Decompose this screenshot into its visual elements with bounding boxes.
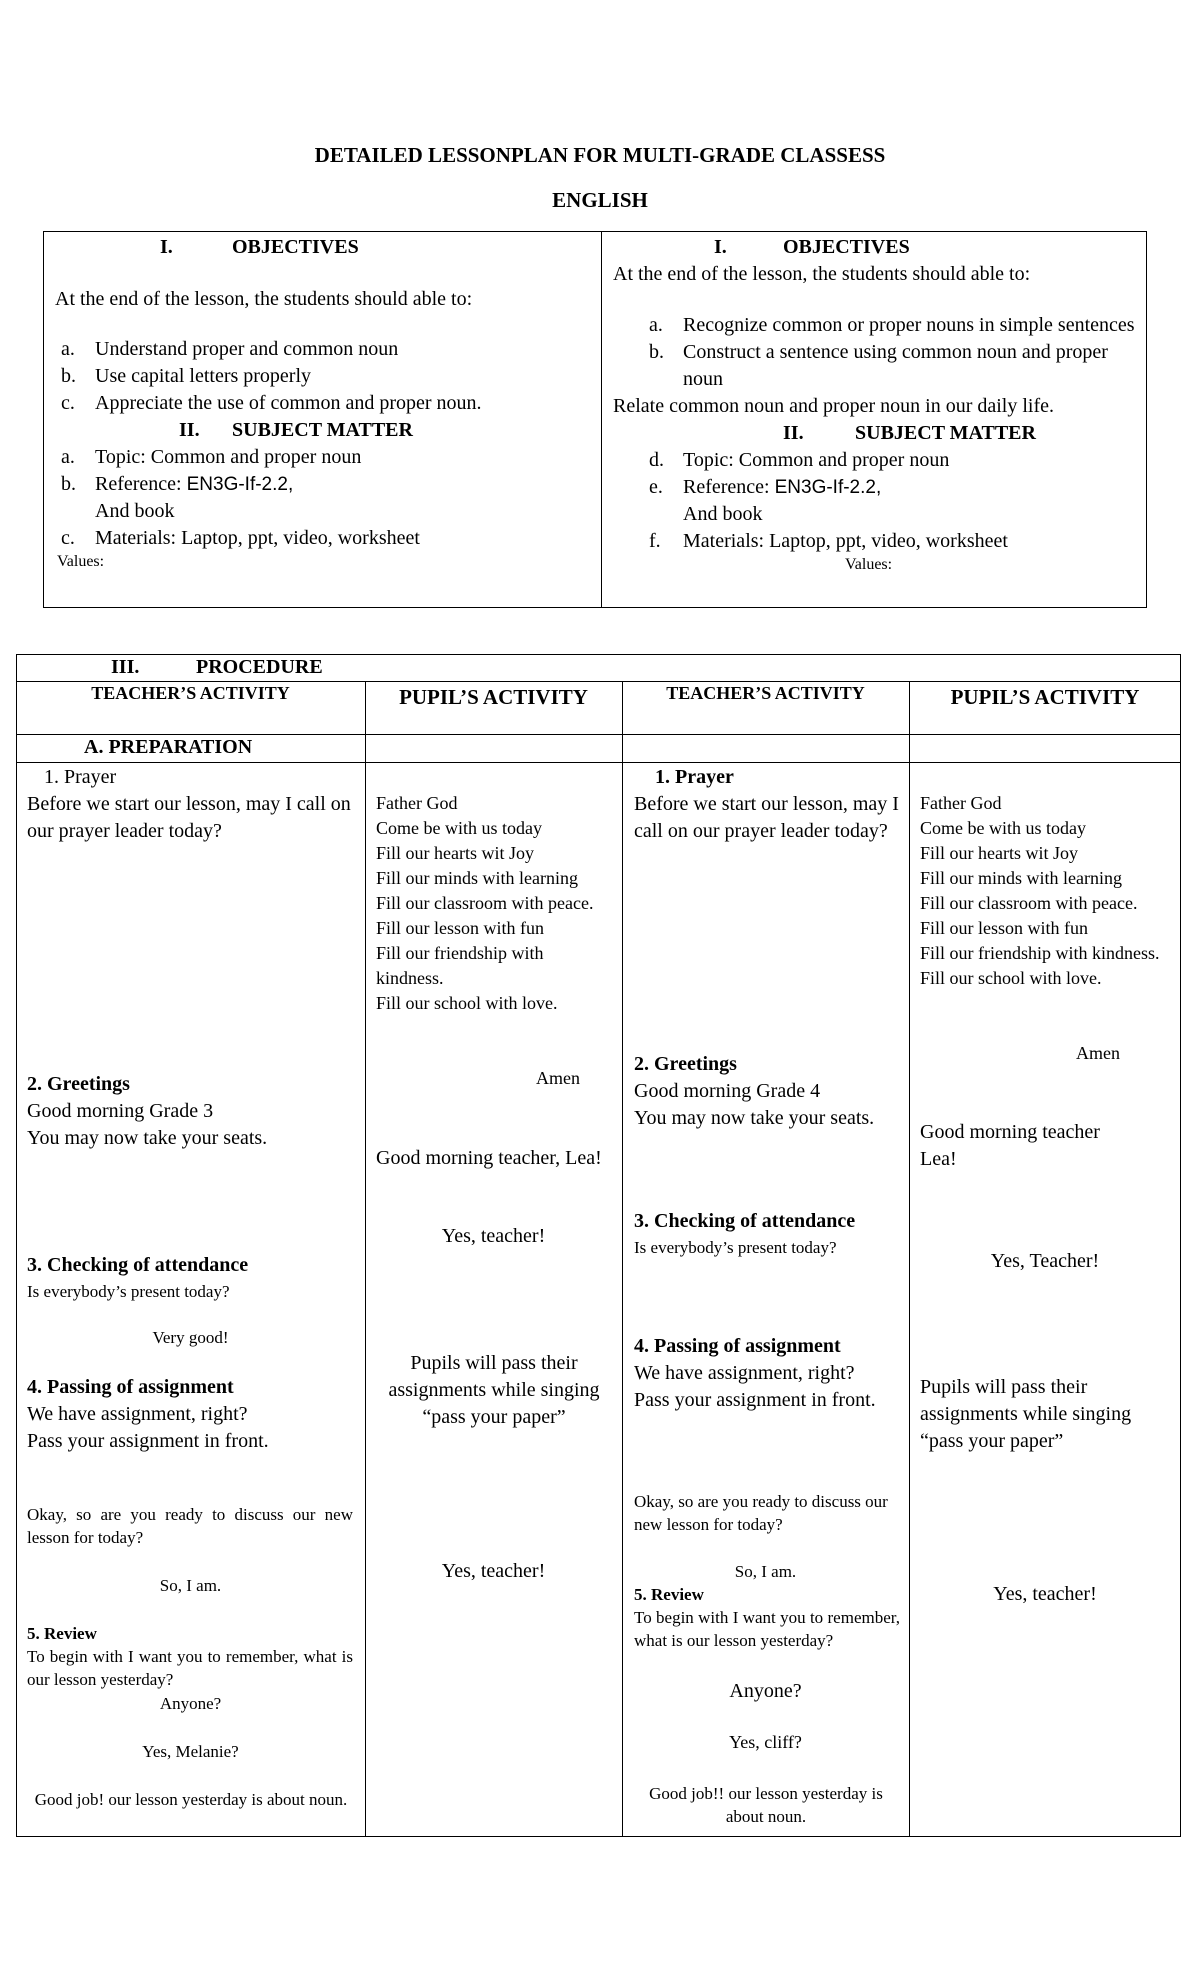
objectives-list <box>55 336 595 417</box>
objectives-right <box>613 234 1143 575</box>
passing-text: We have assignment, right? <box>27 1403 248 1425</box>
objectives-left <box>55 234 595 572</box>
list-item: c. Appreciate the use of common and proper noun. <box>61 392 482 414</box>
prayer-line: Fill our classroom with peace. <box>376 893 594 913</box>
list-item: b. Reference: EN3G-If-2.2, And book <box>61 473 294 522</box>
objectives-heading: I. OBJECTIVES <box>160 236 359 258</box>
subject-matter-list <box>613 447 1143 555</box>
prayer-line: Come be with us today <box>920 818 1086 838</box>
prayer-line: Fill our friendship with kindness. <box>376 943 544 988</box>
greetings-seats: You may now take your seats. <box>634 1107 875 1129</box>
yes-name-text: Yes, cliff? <box>729 1732 802 1752</box>
preparation-heading: A. PREPARATION <box>84 736 253 758</box>
greetings-seats: You may now take your seats. <box>27 1127 268 1149</box>
teacher-activity-header: TEACHER’S ACTIVITY <box>666 683 865 703</box>
yes-name-text: Yes, Melanie? <box>142 1742 239 1761</box>
teacher-activity-header: TEACHER’S ACTIVITY <box>91 683 290 703</box>
passing-heading: 4. Passing of assignment <box>634 1335 841 1357</box>
attendance-heading: 3. Checking of attendance <box>634 1210 856 1232</box>
prayer-line: Fill our school with love. <box>376 993 558 1013</box>
subject-matter-heading: II. SUBJECT MATTER <box>783 422 1036 444</box>
attendance-text: Is everybody’s present today? <box>27 1282 230 1301</box>
so-text: So, I am. <box>734 1562 797 1581</box>
prayer-line: Father God <box>376 793 458 813</box>
pupil-prayer <box>376 791 614 1016</box>
ready-reply: Yes, teacher! <box>441 1560 546 1582</box>
review-text: To begin with I want you to remember, what is our lesson yesterday? <box>634 1608 900 1650</box>
objectives-list <box>613 312 1143 393</box>
objectives-heading: I. OBJECTIVES <box>714 236 910 258</box>
objectives-relate: Relate common noun and proper noun in our daily life. <box>613 395 1055 417</box>
subject-matter-heading: II. SUBJECT MATTER <box>179 419 413 441</box>
so-text: So, I am. <box>159 1576 222 1595</box>
prayer-line: Fill our lesson with fun <box>920 918 1089 938</box>
values-label: Values: <box>57 553 105 570</box>
objectives-intro: At the end of the lesson, the students should able to: <box>55 288 473 310</box>
list-item: a. Understand proper and common noun <box>61 338 399 360</box>
amen-text: Amen <box>1076 1043 1120 1063</box>
subject-matter-list <box>55 444 595 552</box>
greetings-text: Good morning Grade 3 <box>27 1100 214 1122</box>
anyone-text: Anyone? <box>159 1694 222 1713</box>
pass-reply: Pupils will pass their assignments while singing “pass your paper” <box>388 1352 600 1428</box>
subject-title: ENGLISH <box>552 188 648 212</box>
prayer-line: Fill our minds with learning <box>920 868 1122 888</box>
attendance-reply: Yes, Teacher! <box>990 1250 1100 1272</box>
ready-text: Okay, so are you ready to discuss our new lesson for today? <box>634 1492 888 1534</box>
objectives-intro: At the end of the lesson, the students should able to: <box>613 263 1031 285</box>
list-item: d. Topic: Common and proper noun <box>649 449 950 471</box>
prayer-line: Fill our friendship with kindness. <box>920 943 1160 963</box>
greet-reply: Good morning teacher Lea! <box>920 1121 1100 1170</box>
prayer-line: Fill our school with love. <box>920 968 1102 988</box>
attendance-text: Is everybody’s present today? <box>634 1238 837 1257</box>
prayer-line: Come be with us today <box>376 818 542 838</box>
review-text: To begin with I want you to remember, what is our lesson yesterday? <box>27 1647 353 1689</box>
prayer-line: Fill our classroom with peace. <box>920 893 1138 913</box>
pupil-activity-header: PUPIL’S ACTIVITY <box>950 685 1140 709</box>
review-heading: 5. Review <box>27 1624 97 1643</box>
values-label: Values: <box>845 556 893 573</box>
greet-reply: Good morning teacher, Lea! <box>376 1147 602 1169</box>
greetings-heading: 2. Greetings <box>634 1053 737 1075</box>
ready-reply: Yes, teacher! <box>993 1583 1097 1605</box>
prayer-line: Father God <box>920 793 1002 813</box>
good-job-text: Good job! our lesson yesterday is about noun. <box>34 1790 348 1809</box>
passing-front: Pass your assignment in front. <box>27 1430 269 1452</box>
attendance-heading: 3. Checking of attendance <box>27 1254 249 1276</box>
attendance-reply: Yes, teacher! <box>441 1225 546 1247</box>
passing-front: Pass your assignment in front. <box>634 1389 876 1411</box>
ready-text: Okay, so are you ready to discuss our new lesson for today? <box>27 1505 353 1547</box>
prayer-text: Before we start our lesson, may I call on our prayer leader today? <box>27 793 351 842</box>
list-item: a. Recognize common or proper nouns in simple sentences <box>649 314 1135 336</box>
passing-heading: 4. Passing of assignment <box>27 1376 234 1398</box>
amen-text: Amen <box>536 1068 580 1088</box>
list-item: c. Materials: Laptop, ppt, video, worksheet <box>61 527 420 549</box>
prayer-heading: 1. Prayer <box>44 766 117 788</box>
prayer-heading: 1. Prayer <box>655 766 734 788</box>
prayer-line: Fill our minds with learning <box>376 868 578 888</box>
procedure-num: III. <box>111 656 140 678</box>
list-item: b. Use capital letters properly <box>61 365 312 387</box>
greetings-text: Good morning Grade 4 <box>634 1080 821 1102</box>
pupil-prayer <box>920 791 1175 991</box>
anyone-text: Anyone? <box>729 1680 802 1702</box>
list-item: e. Reference: EN3G-If-2.2, And book <box>649 476 882 525</box>
very-good-text: Very good! <box>152 1328 229 1347</box>
list-item: a. Topic: Common and proper noun <box>61 446 362 468</box>
prayer-line: Fill our lesson with fun <box>376 918 545 938</box>
greetings-heading: 2. Greetings <box>27 1073 130 1095</box>
good-job-text: Good job!! our lesson yesterday is about noun. <box>649 1784 883 1826</box>
prayer-line: Fill our hearts wit Joy <box>376 843 534 863</box>
prayer-text: Before we start our lesson, may I call on our prayer leader today? <box>634 793 899 842</box>
procedure-heading: PROCEDURE <box>196 656 323 678</box>
passing-text: We have assignment, right? <box>634 1362 855 1384</box>
list-item: b. Construct a sentence using common noun and proper noun <box>649 341 1108 390</box>
document-title: DETAILED LESSONPLAN FOR MULTI-GRADE CLASSESS <box>314 143 886 167</box>
review-heading: 5. Review <box>634 1585 704 1604</box>
list-item: f. Materials: Laptop, ppt, video, worksheet <box>649 530 1008 552</box>
pupil-activity-header: PUPIL’S ACTIVITY <box>399 685 588 709</box>
pass-reply: Pupils will pass their assignments while singing “pass your paper” <box>920 1376 1132 1452</box>
prayer-line: Fill our hearts wit Joy <box>920 843 1078 863</box>
